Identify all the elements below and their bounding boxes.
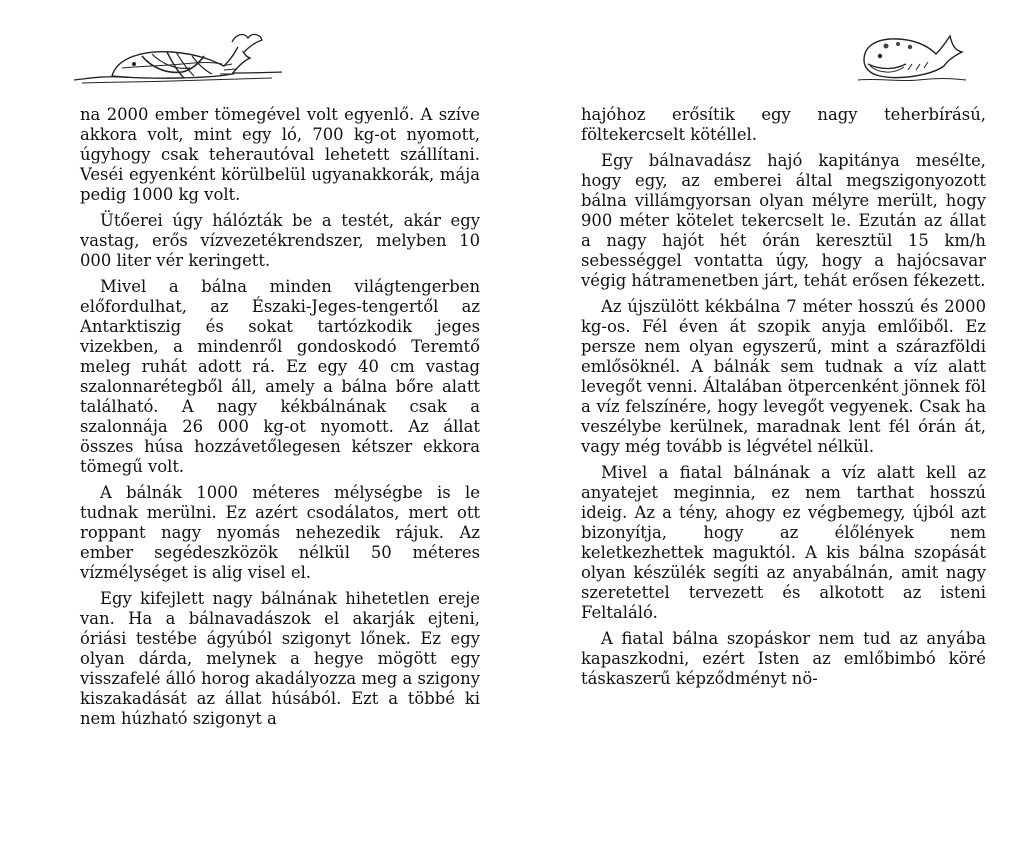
right-text-column: [581, 105, 986, 695]
paragraph: A fiatal bálna szopáskor nem tud az anyába kapaszkodni, ezért Isten az emlőbimbó köré táskaszerű képződményt nö-: [581, 629, 986, 688]
paragraph: Egy bálnavadász hajó kapitánya mesélte, hogy egy, az emberei által megszigonyozott bálna villámgyorsan olyan mélyre merült, hogy 900 méter kötelet tekercselt le. Ezután az állat a nagy hajót hét órán keresztül 15 km/h sebességgel vontatta úgy, hogy a hajócsavar végig hátramenetben járt, tehát erősen fékezett.: [581, 151, 986, 290]
smiling-whale-icon: [858, 30, 968, 86]
paragraph: Mivel a bálna minden világtengerben előfordulhat, az Északi-Jeges-tengertől az Antarktiszig és sokat tartózkodik jeges vizekben, a mindenről gondoskodó Teremtő meleg ruhát adott rá. Ez egy 40 cm vastag szalonnarétegből áll, amely a bálna bőre alatt található. A nagy kékbálnának csak a szalonnája 26 000 kg-ot nyomott. Az állat összes húsa hozzávetőlegesen kétszer ekkora tömegű volt.: [80, 277, 480, 476]
paragraph: Ütőerei úgy hálózták be a testét, akár egy vastag, erős vízvezetékrendszer, melyben 10 000 liter vér keringett.: [80, 211, 480, 270]
paragraph: Az újszülött kékbálna 7 méter hosszú és 2000 kg-os. Fél éven át szopik anyja emlőiből. Ez persze nem olyan egyszerű, mint a szárazföldi emlősöknél. A bálnák sem tudnak a víz alatt levegőt venni. Általában ötpercenként jönnek föl a víz felszínére, hogy levegőt vegyenek. Csak ha veszélybe kerülnek, maradnak lent fél órán át, vagy még tovább is légvétel nélkül.: [581, 297, 986, 456]
paragraph: Mivel a fiatal bálnának a víz alatt kell az anyatejet meginnia, ez nem tarthat hosszú ideig. Az a tény, ahogy ez végbemegy, újból azt bizonyítja, hogy az élőlények nem keletkezhettek maguktól. A kis bálna szopását olyan készülék segíti az anyabálnán, amit nagy szeretettel tervezett és alkotott az isteni Feltaláló.: [581, 463, 986, 622]
paragraph: na 2000 ember tömegével volt egyenlő. A szíve akkora volt, mint egy ló, 700 kg-ot nyomott, úgyhogy csak teherautóval lehetett szállítani. Veséi egyenként körülbelül ugyanakkorák, mája pedig 1000 kg volt.: [80, 105, 480, 204]
paragraph: A bálnák 1000 méteres mélységbe is le tudnak merülni. Ez azért csodálatos, mert ott roppant nagy nyomás nehezedik rájuk. Az ember segédeszközök nélkül 50 méteres vízmélységet is alig visel el.: [80, 483, 480, 582]
paragraph: Egy kifejlett nagy bálnának hihetetlen ereje van. Ha a bálnavadászok el akarják ejteni, óriási testébe ágyúból szigonyt lőnek. Ez egy olyan dárda, melynek a hegye mögött egy visszafelé álló horog akadályozza meg a szigony kiszakadását az állat húsából. Ezt a többé ki nem húzható szigonyt a: [80, 589, 480, 728]
paragraph: hajóhoz erősítik egy nagy teherbírású, föltekercselt kötéllel.: [581, 105, 986, 144]
right-page: [510, 0, 1020, 851]
whale-tangled-in-rope-icon: [72, 28, 292, 88]
left-text-column: [80, 105, 480, 735]
